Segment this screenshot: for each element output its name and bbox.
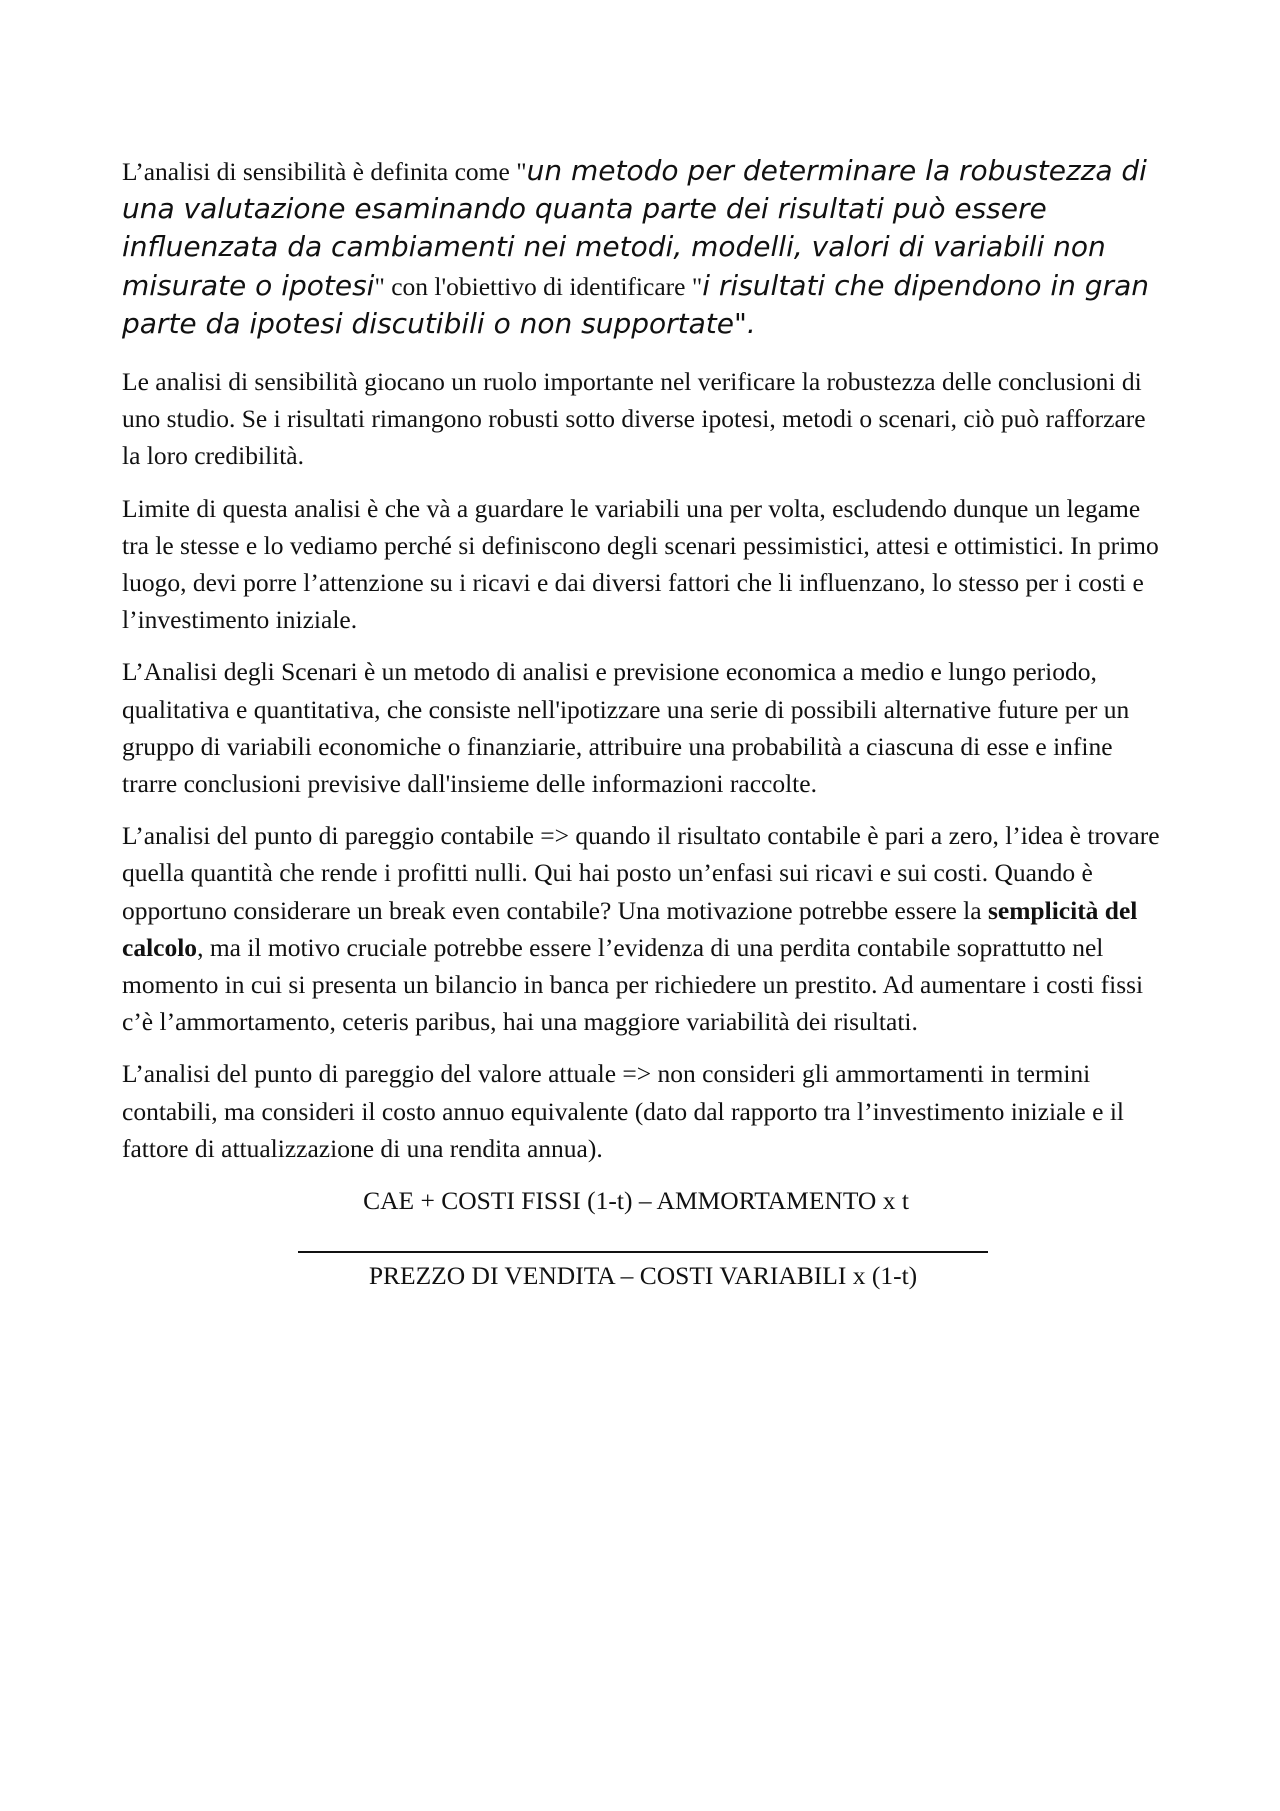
- definition-end: ".: [734, 306, 756, 340]
- definition-objective-quote: i risultati che dipendono in gran parte da ipotesi discutibili o non supportate: [122, 268, 1149, 340]
- paragraph-sensitivity-role: Le analisi di sensibilità giocano un ruolo importante nel verificare la robustezza delle conclusioni di uno studio. Se i risultati rimangono robusti sotto diverse ipotesi, metodi o scenari, ciò può rafforzare la loro credibilità.: [122, 367, 1146, 471]
- bold-phrase: semplicità del calcolo: [122, 895, 1138, 962]
- paragraph-scenario-analysis: L’Analisi degli Scenari è un metodo di analisi e previsione economica a medio e lungo periodo, qualitativa e quantitativa, che consiste nell'ipotizzare una serie di possibili alternative future per un gruppo di variabili economiche o finanziarie, attribuire una probabilità a ciascuna di esse e infine trarre conclusioni previsive dall'insieme delle informazioni raccolte.: [122, 657, 1130, 799]
- formula-numerator: CAE + COSTI FISSI (1-t) – AMMORTAMENTO x t: [363, 1186, 909, 1216]
- definition-middle: " con l'obiettivo di identificare ": [374, 271, 703, 301]
- paragraph-present-value-break-even: L’analisi del punto di pareggio del valore attuale => non consideri gli ammortamenti in termini contabili, ma consideri il costo annuo equivalente (dato dal rapporto tra l’investimento iniziale e il fattore di attualizzazione di una rendita annua).: [122, 1059, 1124, 1163]
- break-even-formula: [298, 1182, 988, 1294]
- definition-intro: L’analisi di sensibilità è definita come ": [122, 157, 527, 186]
- formula-denominator: PREZZO DI VENDITA – COSTI VARIABILI x (1-t): [368, 1261, 918, 1291]
- break-even-text-end: , ma il motivo cruciale potrebbe essere l’evidenza di una perdita contabile soprattutto nel momento in cui si presenta un bilancio in banca per richiedere un prestito. Ad aumentare i costi fissi c’è l’ammortamento, ceteris paribus, hai una maggiore variabilità dei risultati.: [122, 932, 1144, 1037]
- paragraph-limits: Limite di questa analisi è che và a guardare le variabili una per volta, escludendo dunque un legame tra le stesse e lo vediamo perché si definiscono degli scenari pessimistici, attesi e ottimistici. In primo luogo, devi porre l’attenzione su i ricavi e dai diversi fattori che li influenzano, lo stesso per i costi e l’investimento iniziale.: [122, 493, 1159, 635]
- paragraph-accounting-break-even: [122, 817, 1165, 1040]
- paragraph-definition: [122, 152, 1165, 343]
- break-even-text-start: L’analisi del punto di pareggio contabile => quando il risultato contabile è pari a zero, l’idea è trovare quella quantità che rende i profitti nulli. Qui hai posto un’enfasi sui ricavi e sui costi. Quando è opportuno considerare un break even contabile? Una motivazione potrebbe essere la: [122, 821, 1160, 925]
- fraction-bar: [298, 1251, 988, 1253]
- definition-quote: un metodo per determinare la robustezza di una valutazione esaminando quanta parte dei risultati può essere influenzata da cambiamenti nei metodi, modelli, valori di variabili non misurate o ipotesi: [122, 154, 1147, 302]
